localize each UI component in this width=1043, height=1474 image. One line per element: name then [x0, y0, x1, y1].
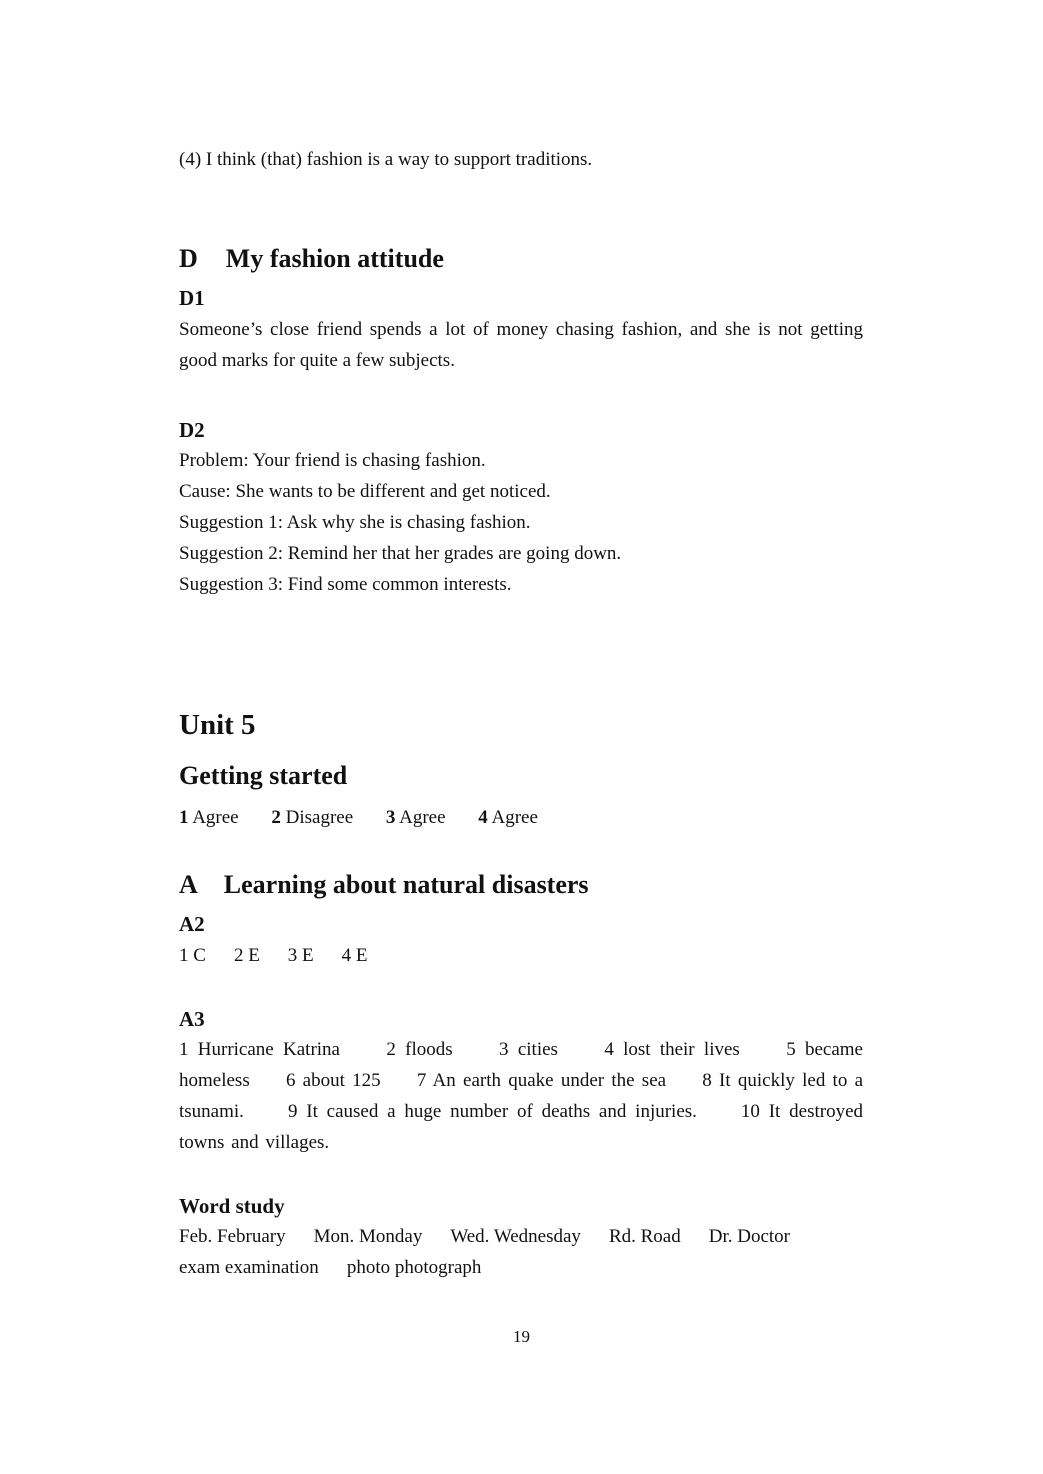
word-item: Dr. Doctor: [708, 1226, 790, 1247]
a3-item: 3 cities: [499, 1039, 558, 1060]
word-item: Feb. February: [179, 1226, 286, 1247]
intro-line: (4) I think (that) fashion is a way to support traditions.: [179, 149, 593, 170]
unit-title: Unit 5: [179, 709, 256, 741]
section-d-heading: [179, 243, 863, 275]
a3-item: 4 lost their lives: [604, 1039, 740, 1060]
page-number: 19: [513, 1327, 530, 1346]
word-item: Wed. Wednesday: [450, 1226, 581, 1247]
d1-label: D1: [179, 286, 205, 310]
answer: 4 E: [341, 945, 368, 966]
d2-line: Cause: She wants to be different and get noticed.: [179, 481, 551, 502]
a3-item: 2 floods: [386, 1039, 453, 1060]
a3-item: 10 It destroyed towns and villages.: [179, 1101, 863, 1153]
a3-text: [179, 1034, 863, 1158]
section-title: Learning about natural disasters: [223, 870, 589, 899]
answer: 2 Disagree: [271, 807, 354, 828]
word-study-title: Word study: [179, 1194, 285, 1218]
d2-lines: [179, 445, 863, 600]
a2-answers: [179, 940, 863, 971]
a3-label: A3: [179, 1007, 205, 1031]
answer: 1 Agree: [179, 807, 239, 828]
getting-started-answers: [179, 802, 863, 833]
word-item: Rd. Road: [608, 1226, 681, 1247]
word-item: photo photograph: [346, 1257, 482, 1278]
d2-line: Suggestion 3: Find some common interests.: [179, 574, 512, 595]
answer: 1 C: [179, 945, 206, 966]
a3-item: 8 It quickly led to a tsunami.: [179, 1070, 864, 1122]
answer: 3 E: [287, 945, 314, 966]
d2-line: Suggestion 1: Ask why she is chasing fashion.: [179, 512, 531, 533]
d1-text: Someone’s close friend spends a lot of money chasing fashion, and she is not getting good marks for quite a few subjects.: [179, 319, 863, 371]
d2-line: Problem: Your friend is chasing fashion.: [179, 450, 486, 471]
a3-item: 6 about 125: [285, 1070, 381, 1091]
a2-label: A2: [179, 912, 205, 936]
answer: 2 E: [233, 945, 260, 966]
a3-item: 1 Hurricane Katrina: [179, 1039, 340, 1060]
a3-item: 5 became homeless: [179, 1039, 863, 1091]
section-title: My fashion attitude: [225, 244, 444, 273]
word-item: Mon. Monday: [313, 1226, 423, 1247]
word-study-items: [179, 1221, 863, 1283]
answer: 3 Agree: [385, 807, 446, 828]
answer: 4 Agree: [478, 807, 538, 828]
section-a-heading: [179, 869, 863, 901]
a3-item: 9 It caused a huge number of deaths and injuries.: [287, 1101, 697, 1122]
word-item: exam examination: [179, 1257, 319, 1278]
section-letter: A: [179, 870, 198, 899]
d2-label: D2: [179, 418, 205, 442]
d2-line: Suggestion 2: Remind her that her grades are going down.: [179, 543, 622, 564]
getting-started-title: Getting started: [179, 761, 348, 790]
a3-item: 7 An earth quake under the sea: [416, 1070, 667, 1091]
section-letter: D: [179, 244, 198, 273]
